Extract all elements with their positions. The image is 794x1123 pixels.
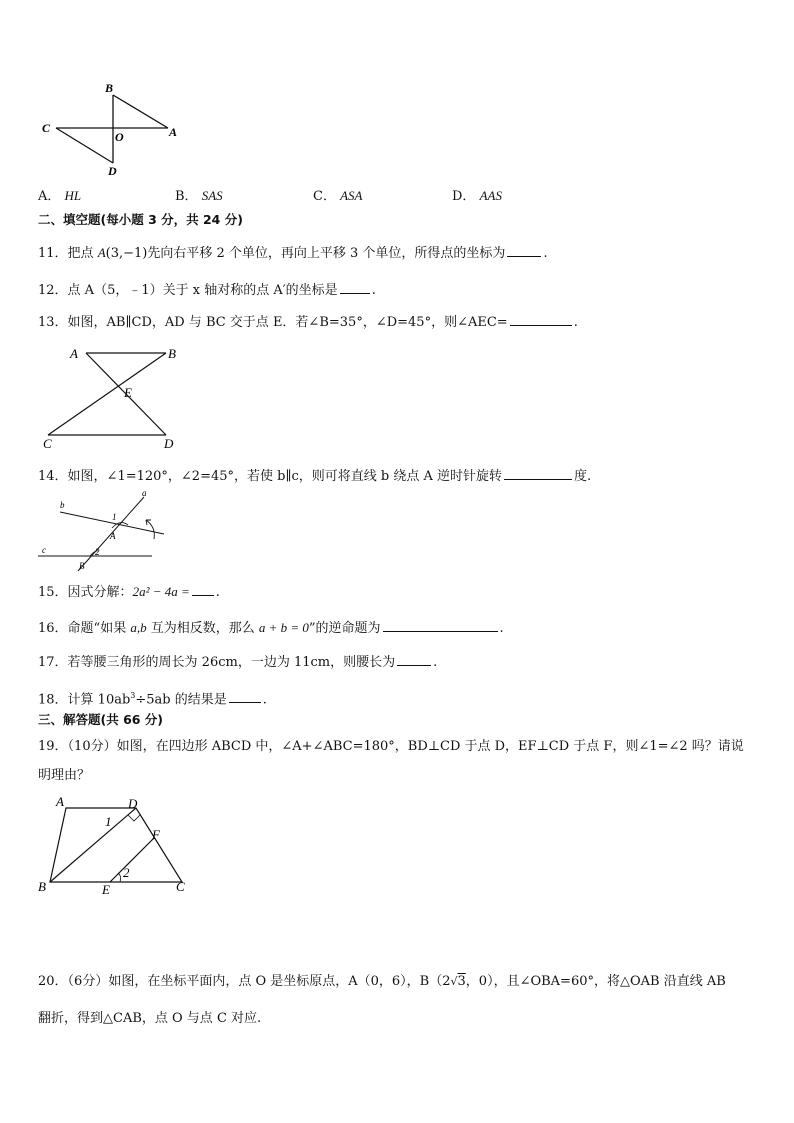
label-a-line: a [142,488,147,498]
question-19-line-2: 明理由？ [38,768,91,783]
question-16: 16．命题“如果 a,b 互为相反数，那么 a + b = 0”的逆命题为 . [38,620,504,636]
answer-blank-12[interactable] [340,280,370,294]
question-14: 14．如图，∠1=120°，∠2=45°，若使 b∥c，则可将直线 b 绕点 A 逆时针旋转 度. [38,466,591,487]
question-20-line-2: 翻折，得到△CAB，点 O 与点 C 对应. [38,1011,262,1026]
rotation-arrow [146,520,154,539]
label-point-a: A [110,531,116,541]
segment-ba [113,95,168,128]
label-c: C [176,879,185,894]
label-point-b: B [79,561,85,571]
answer-blank-14[interactable] [504,466,572,480]
question-20-line-1: 20．（6分）如图，在坐标平面内，点 O 是坐标原点，A（0，6），B（2√3，0），且∠OBA=60°，将△OAB 沿直线 AB [38,974,726,989]
question-11: 11．把点 A(3,−1)先向右平移 2 个单位，再向上平移 3 个单位，所得点的坐标为 . [38,245,548,261]
answer-blank-16[interactable] [383,618,498,632]
label-angle-2: 2 [95,547,100,557]
answer-blank-13[interactable] [510,312,572,326]
label-angle-1: 1 [105,814,112,829]
label-angle-2: 2 [123,865,130,880]
question-19-line-1: 19．（10分）如图，在四边形 ABCD 中，∠A+∠ABC=180°，BD⊥CD 于点 D，EF⊥CD 于点 F，则∠1=∠2 吗？请说 [38,739,744,754]
label-c: C [42,121,51,135]
label-c: C [43,436,52,451]
figure-14 [38,487,168,573]
label-b-line: b [60,500,65,510]
label-a: A [169,125,178,139]
question-17: 17．若等腰三角形的周长为 26cm，一边为 11cm，则腰长为 . [38,652,437,673]
label-e: E [102,882,110,897]
question-13: 13．如图，AB∥CD，AD 与 BC 交于点 E．若∠B=35°，∠D=45°，则∠AEC= . [38,312,578,333]
question-15: 15．因式分解：2a² − 4a = . [38,584,220,600]
label-d: D [108,164,117,178]
figure-13 [38,343,188,453]
figure-19 [36,794,196,898]
option-d: D． AAS [452,188,502,204]
label-c-line: c [42,545,46,555]
quadrilateral-abcd [50,808,182,882]
label-o: O [115,130,124,144]
label-d: D [164,436,174,451]
option-a: A． HL [38,188,82,204]
right-angle-mark-d [128,815,140,821]
answer-blank-11[interactable] [507,243,541,257]
option-b: B． SAS [175,188,223,204]
label-a: A [56,794,64,809]
label-e: E [124,385,132,400]
section-title-solutions: 三、解答题(共 66 分) [38,712,164,727]
label-b: B [168,346,176,361]
question-18: 18．计算 $10ab^3\div 5ab$ 的结果是 . [38,691,267,708]
label-b: B [38,879,46,894]
label-b: B [105,81,114,95]
segment-ef [110,838,154,882]
label-f: F [152,827,160,842]
answer-blank-18[interactable] [229,689,261,703]
label-d: D [128,796,138,811]
segment-bc [48,353,166,435]
option-c: C． ASA [313,188,363,204]
segment-cd [56,128,113,163]
label-angle-1: 1 [112,512,117,522]
label-a: A [70,346,78,361]
question-12: 12．点 A（5，﹣1）关于 x 轴对称的点 A′的坐标是 . [38,280,376,301]
answer-blank-17[interactable] [397,652,431,666]
section-title-fill-in: 二、填空题(每小题 3 分，共 24 分) [38,212,243,227]
figure-top-triangles [38,75,188,180]
answer-blank-15[interactable] [192,582,214,596]
